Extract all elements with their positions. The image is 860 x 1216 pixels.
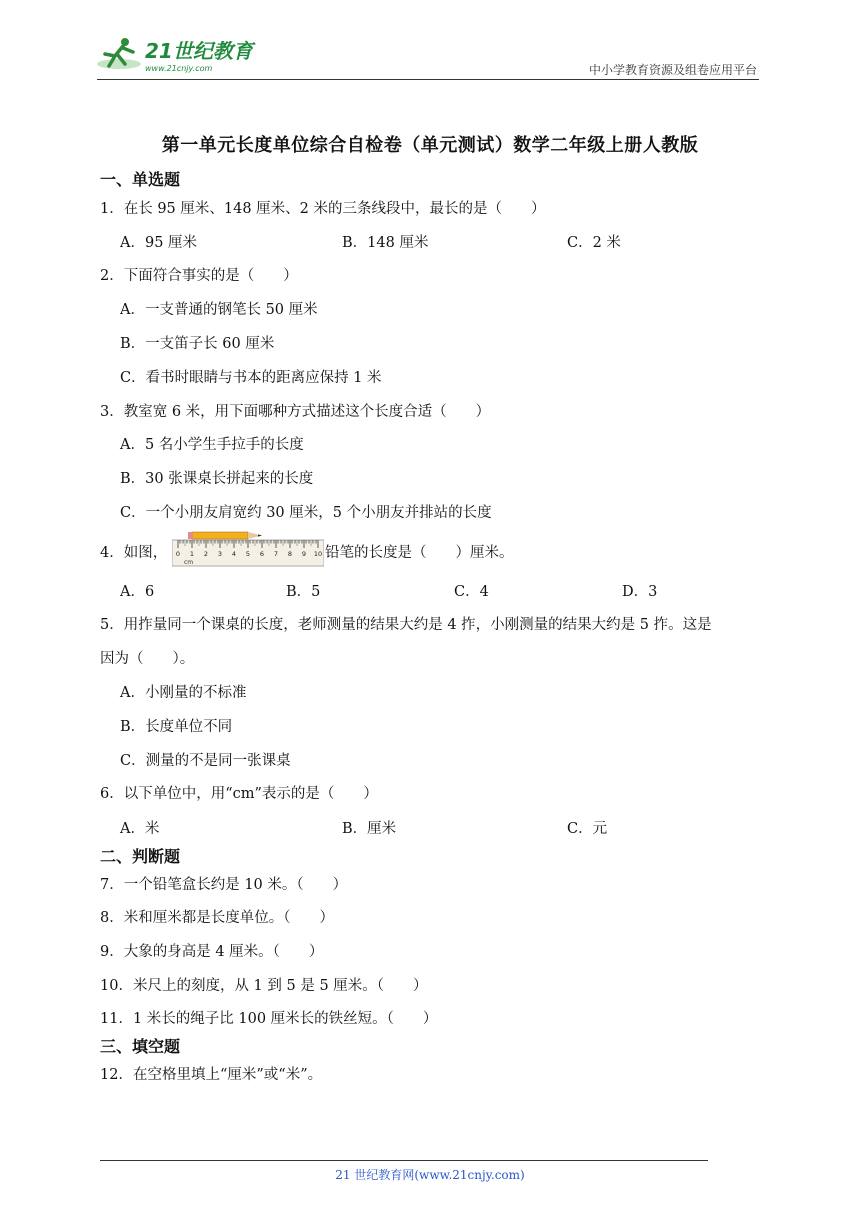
question-4-stem-start: 4．如图， <box>100 545 168 561</box>
question-5-option-a: A．小刚量的不标准 <box>120 685 247 701</box>
ruler-number: 5 <box>245 550 251 558</box>
question-3-stem: 3．教室宽 6 米，用下面哪种方式描述这个长度合适（ ） <box>100 404 491 420</box>
question-1-option-b: B．148 厘米 <box>342 235 429 251</box>
header-divider <box>97 79 759 80</box>
platform-name: 中小学教育资源及组卷应用平台 <box>588 63 757 77</box>
section-heading-true-false: 二、判断题 <box>100 847 181 866</box>
question-6-option-c: C．元 <box>567 821 608 837</box>
question-11: 11．1 米长的绳子比 100 厘米长的铁丝短。（ ） <box>100 1011 438 1027</box>
question-12: 12．在空格里填上“厘米”或“米”。 <box>100 1067 323 1083</box>
question-6-option-a: A．米 <box>120 821 160 837</box>
question-5-stem-line-1: 5．用拃量同一个课桌的长度，老师测量的结果大约是 4 拃，小刚测量的结果大约是 5 拃。这是 <box>100 617 712 633</box>
ruler-number: 9 <box>301 550 307 558</box>
question-1-stem: 1．在长 95 厘米、148 厘米、2 米的三条线段中，最长的是（ ） <box>100 201 546 217</box>
ruler-number: 10 <box>313 550 323 558</box>
question-6-stem: 6．以下单位中，用“cm”表示的是（ ） <box>100 786 378 802</box>
question-7: 7．一个铅笔盒长约是 10 米。（ ） <box>100 877 348 893</box>
question-2-stem: 2．下面符合事实的是（ ） <box>100 268 298 284</box>
question-1-option-a: A．95 厘米 <box>120 235 198 251</box>
question-4-option-c: C．4 <box>454 584 489 600</box>
ruler-number: 0 <box>175 550 181 558</box>
question-2-option-b: B．一支笛子长 60 厘米 <box>120 336 275 352</box>
question-1-option-c: C．2 米 <box>567 235 621 251</box>
section-heading-single-choice: 一、单选题 <box>100 170 181 189</box>
question-3-option-b: B．30 张课桌长拼起来的长度 <box>120 471 314 487</box>
ruler-number: 3 <box>217 550 223 558</box>
question-4-option-b: B．5 <box>286 584 321 600</box>
ruler-number: 7 <box>273 550 279 558</box>
question-6-option-b: B．厘米 <box>342 821 397 837</box>
question-2-option-a: A．一支普通的钢笔长 50 厘米 <box>120 302 318 318</box>
footer-source: 21 世纪教育网(www.21cnjy.com) <box>335 1168 525 1182</box>
ruler-number: 4 <box>231 550 237 558</box>
logo-text: 21世纪教育 <box>145 39 253 63</box>
ruler-unit-label: cm <box>184 559 194 566</box>
question-2-option-c: C．看书时眼睛与书本的距离应保持 1 米 <box>120 370 382 386</box>
ruler-number: 8 <box>287 550 293 558</box>
question-4-option-d: D．3 <box>622 584 658 600</box>
question-10: 10．米尺上的刻度，从 1 到 5 是 5 厘米。（ ） <box>100 978 428 994</box>
section-heading-fill-in: 三、填空题 <box>100 1037 181 1056</box>
question-5-option-b: B．长度单位不同 <box>120 719 233 735</box>
ruler-number: 2 <box>203 550 209 558</box>
ruler-number: 1 <box>189 550 195 558</box>
footer-divider <box>100 1160 708 1161</box>
runner-logo-icon <box>95 34 265 76</box>
question-4-stem-end: 铅笔的长度是（ ）厘米。 <box>325 545 514 561</box>
site-logo <box>95 34 265 76</box>
question-5-option-c: C．测量的不是同一张课桌 <box>120 753 291 769</box>
ruler-with-pencil-figure <box>172 530 324 567</box>
question-3-option-a: A．5 名小学生手拉手的长度 <box>120 437 304 453</box>
question-5-stem-line-2: 因为（ ）。 <box>100 651 195 667</box>
question-9: 9．大象的身高是 4 厘米。（ ） <box>100 944 324 960</box>
question-8: 8．米和厘米都是长度单位。（ ） <box>100 910 334 926</box>
logo-url: www.21cnjy.com <box>145 64 213 73</box>
ruler-number: 6 <box>259 550 265 558</box>
pencil-icon <box>188 532 262 539</box>
question-3-option-c: C．一个小朋友肩宽约 30 厘米，5 个小朋友并排站的长度 <box>120 505 492 521</box>
question-4-option-a: A．6 <box>120 584 155 600</box>
page-title: 第一单元长度单位综合自检卷（单元测试）数学二年级上册人教版 <box>161 135 699 156</box>
